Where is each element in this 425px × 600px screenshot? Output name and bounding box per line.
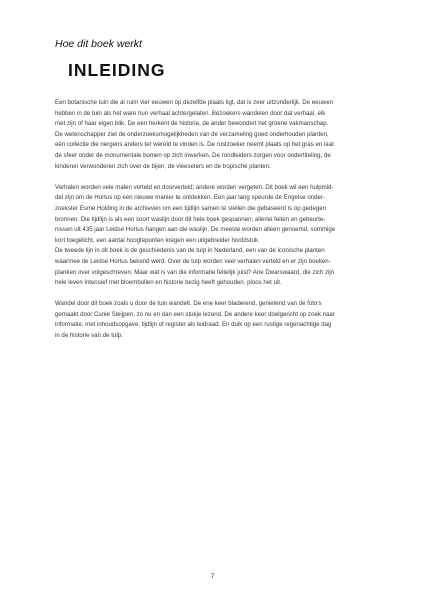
paragraph [55,183,380,289]
text-line: de sfeer onder de monumentale bomen op zich inwerken. De rondleiders zorgen voor ondertiteling, de [55,151,331,159]
text-line: Een botanische tuin die al ruim vier eeuwen op dezelfde plaats ligt, dat is zeer uitzonderlijk. De eeuwen [55,99,334,106]
text-line: kinderen verwonderen zich over de bijen, de vleeseters en de tropische planten. [55,162,271,170]
section-kicker: Hoe dit boek werkt [55,38,142,50]
text-line: nissen uit 435 jaar Leidse Hortus hangen aan die waslijn. De meeste worden alleen genoemd, sommige [55,226,336,234]
paragraph [55,98,380,172]
text-line: hele leven intensief met bloembollen en historie bezig heeft gehouden, ploos het uit. [55,279,282,287]
text-line: een collectie die nergens anders ter wereld te vinden is. De rustzoeker neemt plaats op het gras en laat [55,141,334,149]
page-number: 7 [210,573,215,580]
text-line: del zijn om de Hortus op een nieuwe manier te ontdekken. Een jaar lang speurde de Engelse onder- [55,194,325,202]
paragraph [55,299,380,341]
text-line: Verhalen worden vele malen verteld en doorverteld; andere worden vergeten. Dit boek wil een hulpmid- [55,183,334,191]
text-line: zoekster Esme Holding in de archieven om een tijdlijn samen te stellen die gebaseerd is op gedegen [55,204,326,212]
text-line: De tweede lijn in dit boek is de geschiedenis van de tulp in Nederland, een van de iconische planten [55,247,325,255]
page-title: INLEIDING [68,60,166,80]
text-line: met zijn of haar eigen blik. De een herkent de historie, de ander bewondert het groene vakmanschap. [55,120,329,128]
body-text [55,98,380,352]
text-line: gemaakt door Cunie Sleijpen, zo nu en dan een stukje lezend. De andere keer doelgericht op zoek naar [55,310,335,318]
text-line: kort toegelicht, een aantal hoogtepunten kregen een uitgebreider hoofdstuk. [55,236,260,244]
text-line: in de historie van de tulp. [55,332,123,340]
text-line: De wetenschapper ziet de onderzoeksmogelijkheden van de verzameling goed onderhouden planten, [55,130,329,138]
text-line: planken over volgeschreven. Maar wat is van die informatie feitelijk juist? Arie Dwarswaard, die zich zijn [55,268,335,276]
text-line: informatie, met inhoudsopgave, tijdlijn of register als leidraad. En duik op een rustige regenachtige dag [55,321,332,329]
text-line: waarmee de Leidse Hortus bekend werd. Over de tulp worden veel verhalen verteld en er zijn boeken- [55,257,331,265]
text-line: Wandel door dit boek zoals u door de tuin wandelt. De ene keer bladerend, genietend van de foto's [55,300,322,308]
text-line: hebben in de tuin als het ware hun verhaal achtergelaten. Bezoekers wandelen door dat verhaal, elk [55,109,326,117]
text-line: bronnen. Die tijdlijn is als een soort waslijn door dit hele boek gespannen; allerlei feiten en gebeurte- [55,215,326,223]
